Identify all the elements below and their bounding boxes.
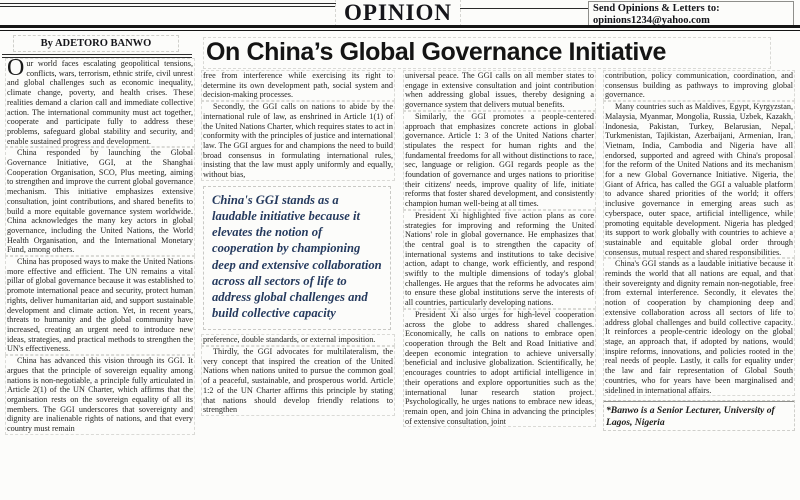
article-paragraph: Our world faces escalating geopolitical tensions, conflicts, wars, terrorism, ethnic strife, civil unrest and global challenges such as economic inequality, climate change, poverty, and health crises. These realities demand a clarion call and immediate collective action. The international community must act together, cooperate and participate fully to address these problems, safeguard global stability and security, and enable sustained progress and development. <box>7 55 193 146</box>
article-paragraph: China has advanced this vision through its GGI. It argues that the principle of sovereign equality among nations is non-negotiable, a principle fully articulated in Article 2(1) of the UN Charter, which affirms that the organisation rests on the sovereign equality of all its members. The GGI underscores that sovereignty and dignity are inalienable rights of nations, and that every country must remain <box>7 356 193 434</box>
article-paragraph: China's GGI stands as a laudable initiative because it reminds the world that all nations are equal, and that their sovereignty and dignity remain non-negotiable, free from external interference. Secondly, it elevates the notion of cooperation by championing deep and extensive collaboration across all sectors of life to address global challenges and build collective capacity. It reinforces a people-centric ideology on the global stage, an approach that, if adopted by nations, would inspire reforms, innovations, and policies rooted in the real needs of people. Lastly, it calls for equality under the law and fair representation of Global South countries, who for years have been marginalised and sidelined in international affairs. <box>605 259 793 395</box>
article-column-3 <box>404 71 595 428</box>
section-title: OPINION <box>336 0 460 26</box>
byline-rule <box>2 54 192 58</box>
header-rule-left-top <box>0 3 336 4</box>
article-headline: On China’s Global Governance Initiative <box>204 38 770 68</box>
article-paragraph: preference, double standards, or external imposition. <box>202 335 394 345</box>
article-column-2 <box>202 71 394 417</box>
article-paragraph: contribution, policy communication, coordination, and consensus building as pathways to improving global governance. <box>605 71 793 100</box>
article-paragraph: free from interference while exercising its right to determine its own development path, social system and decision-making processes. <box>203 71 393 100</box>
header-rule-left-bottom <box>0 6 336 7</box>
article-paragraph: Similarly, the GGI promotes a people-centered approach that emphasizes concrete actions in global governance. Article 1: 3 of the United Nations charter stipulates the respect for human rights and the fundamental freedoms for all without distinctions to race, sec, language or religion. GGI regards people as the foundation of governance and urges nations to prioritise their citizens' needs, improve quality of life, initiate reforms that foster shared development, and consistently champion human well-being at all times. <box>405 111 594 209</box>
article-paragraph: President Xi also urges for high-level cooperation across the globe to address shared challenges. Economically, he calls on nations to embrace open cooperation through the Belt and Road Initiative and deepen economic integration to achieve universally beneficial and inclusive globalization. Scientifically, he encourages countries to adopt artificial intelligence in their operations and explore opportunities such as the international lunar research station project. Psychologically, he urges nations to embrace new ideas, remain open, and join China in advancing the principles of extensive consultation, joint <box>405 309 594 426</box>
article-paragraph: China has proposed ways to make the United Nations more effective and efficient. The UN remains a vital pillar of global governance because it was established to promote international peace and security, protect human rights, deliver humanitarian aid, and support sustainable development and climate action. Yet, in recent years, threats to humanity and the global community have increased, creating an urgent need to introduce new ideas, strategies, and practical methods to strengthen the UN's effectiveness. <box>7 257 193 354</box>
author-credit: *Banwo is a Senior Lecturer, University of Lagos, Nigeria <box>604 401 794 430</box>
header-rule-mid <box>460 8 600 9</box>
article-paragraph: universal peace. The GGI calls on all member states to engage in extensive consultation and joint contribution when addressing global issues, thereby designing a governance system that delivers mutual benefits. <box>405 71 594 110</box>
article-paragraph: Many countries such as Maldives, Egypt, Kyrgyzstan, Malaysia, Myanmar, Mongolia, Russia, Uzbek, Kazakh, Indonesia, Pakistan, Turkey, Belarusian, Nepal, Turkmenistan, Tajikistan, Azerbaijani, Armenian, Iran, Vietnam, India, Cambodia and Nigeria have all endorsed, supported and agreed with China's proposal for the reform of the United Nations and its mechanism for a new Global Governance Initiative. Nigeria, the Giant of Africa, has called the GGI a valuable platform to advance shared priorities of the world; it offers inclusive governance in emerging areas such as cyberspace, outer space, artificial intelligence, while promoting equitable development. Nigeria has pledged its support to work globally with countries to achieve a sustainable and equitable global order through consensus, mutual respect and shared responsibilities. <box>605 102 793 257</box>
article-column-1 <box>6 55 194 436</box>
contact-box <box>588 1 794 28</box>
article-column-4 <box>604 71 794 430</box>
contact-email: opinions1234@yahoo.com <box>593 14 710 26</box>
article-paragraph: China responded by launching the Global Governance Initiative, GGI, at the Shanghai Cooperation Organisation, SCO, Plus meeting, aiming to strengthen and improve the current global governance mechanism. This initiative emphasizes extensive consultation, joint contributions, and shared benefits to build a more equitable governance system worldwide. China acknowledges the many key actors in global governance, including the United Nations, the World Health Organisation, and the International Monetary Fund, among others. <box>7 148 193 255</box>
contact-label: Send Opinions & Letters to: <box>593 3 720 14</box>
article-paragraph: Secondly, the GGI calls on nations to abide by the international rule of law, as enshrined in Article 1(1) of the United Nations Charter, which requires states to act in conformity with the principles of justice and international law. The GGI argues for and champions the need to build broad consensus in formulating international rules, insisting that the law must apply uniformly and equally, without bias, <box>203 102 393 180</box>
pull-quote: China's GGI stands as a laudable initiative because it elevates the notion of cooperation by championing deep and extensive collaboration across all sectors of life to address global challenges and build collective capacity <box>204 187 390 330</box>
article-paragraph: President Xi highlighted five action plans as core strategies for improving and reforming the United Nations' role in global governance. He emphasizes that the central goal is to strengthen the capacity of international systems and institutions to take decisive action, adapt to change, work efficiently, and respond swiftly to the multiple dimensions of today's global challenges. He argues that the reforms he advocates aim to ensure these global institutions serve the interests of all countries, particularly developing nations. <box>405 210 594 308</box>
masthead-rule <box>0 25 800 31</box>
article-paragraph: Thirdly, the GGI advocates for multilateralism, the very concept that inspired the creation of the United Nations when nations united to pursue the common goal of a peaceful, sustainable, and prosperous world. Article 1:2 of the UN Charter affirms this principle by stating that nations should develop friendly relations to strengthen <box>203 347 393 415</box>
byline: By ADETORO BANWO <box>14 36 178 51</box>
